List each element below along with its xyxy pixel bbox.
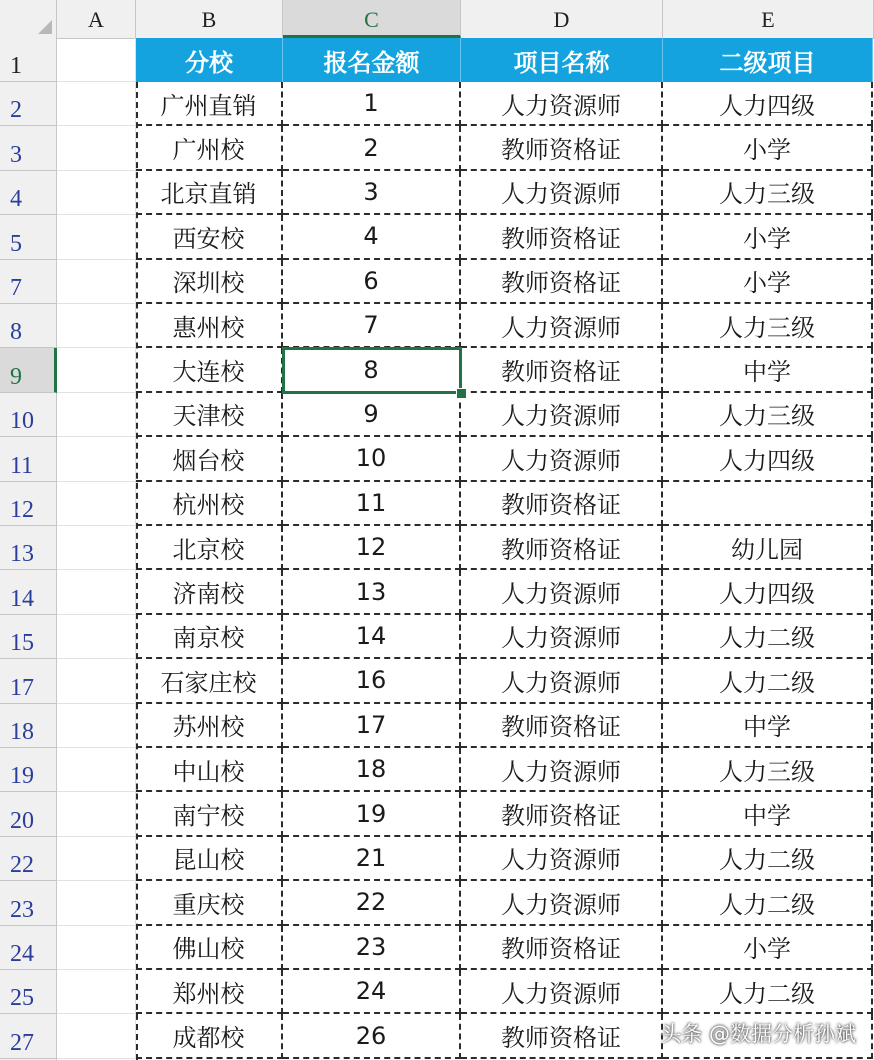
table-cell[interactable]: 中学 <box>663 704 873 748</box>
table-cell[interactable]: 天津校 <box>136 393 283 437</box>
table-cell[interactable]: 教师资格证 <box>461 526 663 570</box>
table-cell[interactable]: 教师资格证 <box>461 215 663 259</box>
table-cell[interactable]: 中学 <box>663 348 873 392</box>
table-cell[interactable]: 重庆校 <box>136 881 283 925</box>
column-header-bar <box>0 0 874 39</box>
table-cell[interactable]: 人力资源师 <box>461 615 663 659</box>
table-cell[interactable]: 16 <box>283 659 461 703</box>
table-cell[interactable]: 人力资源师 <box>461 970 663 1014</box>
table-cell[interactable]: 1 <box>283 82 461 126</box>
row-header-24[interactable]: 24 <box>0 926 57 970</box>
table-row <box>57 704 874 748</box>
row-header-12[interactable]: 12 <box>0 482 57 526</box>
table-cell[interactable]: 教师资格证 <box>461 704 663 748</box>
table-row <box>57 482 874 526</box>
table-cell[interactable]: 人力资源师 <box>461 570 663 614</box>
table-row <box>57 437 874 481</box>
table-row <box>57 837 874 881</box>
table-cell[interactable] <box>663 482 873 526</box>
table-cell[interactable]: 人力四级 <box>663 437 873 481</box>
table-cell[interactable]: 中山校 <box>136 748 283 792</box>
table-cell[interactable]: 21 <box>283 837 461 881</box>
table-cell[interactable]: 石家庄校 <box>136 659 283 703</box>
table-row <box>57 526 874 570</box>
table-cell[interactable]: 教师资格证 <box>461 260 663 304</box>
table-cell[interactable]: 23 <box>283 926 461 970</box>
cell-a[interactable] <box>57 615 136 659</box>
row-header-8[interactable]: 8 <box>0 304 57 348</box>
table-cell[interactable]: 人力资源师 <box>461 171 663 215</box>
table-cell[interactable]: 南宁校 <box>136 792 283 836</box>
table-row <box>57 260 874 304</box>
row-header-19[interactable]: 19 <box>0 748 57 792</box>
row-header-bar <box>0 38 57 1060</box>
table-cell[interactable]: 8 <box>283 348 461 392</box>
row-header-25[interactable]: 25 <box>0 970 57 1014</box>
table-cell[interactable]: 人力二级 <box>663 881 873 925</box>
table-row <box>57 615 874 659</box>
table-cell[interactable]: 12 <box>283 526 461 570</box>
cell-a[interactable] <box>57 704 136 748</box>
cell-a[interactable] <box>57 526 136 570</box>
table-cell[interactable]: 佛山校 <box>136 926 283 970</box>
select-all-corner[interactable] <box>0 0 57 38</box>
row-header-5[interactable]: 5 <box>0 215 57 259</box>
table-cell[interactable]: 教师资格证 <box>461 1014 663 1058</box>
table-row <box>57 393 874 437</box>
cell-a[interactable] <box>57 126 136 170</box>
table-cell[interactable]: 教师资格证 <box>461 792 663 836</box>
row-header-3[interactable]: 3 <box>0 126 57 170</box>
table-cell[interactable]: 教师资格证 <box>461 926 663 970</box>
table-cell[interactable]: 苏州校 <box>136 704 283 748</box>
row-header-27[interactable]: 27 <box>0 1014 57 1058</box>
table-cell[interactable]: 2 <box>283 126 461 170</box>
table-header-row <box>57 38 874 82</box>
cell-a[interactable] <box>57 437 136 481</box>
table-cell[interactable]: 小学 <box>663 260 873 304</box>
header-cell[interactable]: 项目名称 <box>461 38 663 82</box>
table-cell[interactable]: 17 <box>283 704 461 748</box>
table-left-border <box>136 82 138 1060</box>
table-cell[interactable]: 广州直销 <box>136 82 283 126</box>
table-cell[interactable]: 人力资源师 <box>461 304 663 348</box>
cell-a[interactable] <box>57 881 136 925</box>
table-cell[interactable]: 北京直销 <box>136 171 283 215</box>
table-row <box>57 926 874 970</box>
column-header-a[interactable]: A <box>57 0 136 38</box>
table-cell[interactable]: 人力四级 <box>663 82 873 126</box>
row-header-15[interactable]: 15 <box>0 615 57 659</box>
table-cell[interactable]: 人力三级 <box>663 171 873 215</box>
row-header-1[interactable]: 1 <box>0 38 57 82</box>
cell-a[interactable] <box>57 570 136 614</box>
table-cell[interactable]: 小学 <box>663 215 873 259</box>
row-header-9[interactable]: 9 <box>0 348 57 392</box>
table-cell[interactable]: 人力资源师 <box>461 659 663 703</box>
header-cell[interactable]: 二级项目 <box>663 38 873 82</box>
spreadsheet-grid <box>57 38 874 1060</box>
row-header-7[interactable]: 7 <box>0 260 57 304</box>
table-cell[interactable]: 广州校 <box>136 126 283 170</box>
table-cell[interactable]: 成都校 <box>136 1014 283 1058</box>
table-row <box>57 881 874 925</box>
table-cell[interactable]: 中学 <box>663 792 873 836</box>
row-header-18[interactable]: 18 <box>0 704 57 748</box>
table-cell[interactable]: 西安校 <box>136 215 283 259</box>
table-cell[interactable]: 昆山校 <box>136 837 283 881</box>
row-header-22[interactable]: 22 <box>0 837 57 881</box>
table-cell[interactable]: 7 <box>283 304 461 348</box>
table-cell[interactable]: 人力三级 <box>663 304 873 348</box>
table-cell[interactable]: 人力资源师 <box>461 393 663 437</box>
table-cell[interactable]: 惠州校 <box>136 304 283 348</box>
cell-a[interactable] <box>57 38 136 82</box>
table-cell[interactable]: 11 <box>283 482 461 526</box>
cell-a[interactable] <box>57 970 136 1014</box>
table-cell[interactable]: 南京校 <box>136 615 283 659</box>
table-cell[interactable]: 教师资格证 <box>461 482 663 526</box>
column-header-e[interactable]: E <box>663 0 874 38</box>
fill-handle[interactable] <box>456 388 467 399</box>
table-cell[interactable]: 济南校 <box>136 570 283 614</box>
table-row <box>57 215 874 259</box>
cell-a[interactable] <box>57 748 136 792</box>
row-header-4[interactable]: 4 <box>0 171 57 215</box>
row-header-20[interactable]: 20 <box>0 792 57 836</box>
table-cell[interactable]: 人力四级 <box>663 570 873 614</box>
table-row <box>57 126 874 170</box>
row-header-17[interactable]: 17 <box>0 659 57 703</box>
table-row <box>57 171 874 215</box>
cell-a[interactable] <box>57 304 136 348</box>
table-row <box>57 659 874 703</box>
table-cell[interactable]: 人力二级 <box>663 615 873 659</box>
cell-a[interactable] <box>57 260 136 304</box>
table-cell[interactable]: 杭州校 <box>136 482 283 526</box>
cell-a[interactable] <box>57 215 136 259</box>
table-row <box>57 748 874 792</box>
table-cell[interactable]: 19 <box>283 792 461 836</box>
row-header-13[interactable]: 13 <box>0 526 57 570</box>
table-cell[interactable]: 人力资源师 <box>461 748 663 792</box>
table-cell[interactable]: 4 <box>283 215 461 259</box>
cell-a[interactable] <box>57 1014 136 1058</box>
table-cell[interactable]: 14 <box>283 615 461 659</box>
table-cell[interactable]: 人力三级 <box>663 393 873 437</box>
table-cell[interactable]: 22 <box>283 881 461 925</box>
table-cell[interactable]: 小学 <box>663 926 873 970</box>
table-row <box>57 82 874 126</box>
table-cell[interactable]: 人力二级 <box>663 970 873 1014</box>
column-header-c[interactable]: C <box>283 0 461 38</box>
table-cell[interactable]: 10 <box>283 437 461 481</box>
table-cell[interactable]: 人力资源师 <box>461 837 663 881</box>
table-cell[interactable]: 幼儿园 <box>663 526 873 570</box>
table-row <box>57 570 874 614</box>
cell-a[interactable] <box>57 348 136 392</box>
cell-a[interactable] <box>57 482 136 526</box>
table-row <box>57 348 874 392</box>
cell-a[interactable] <box>57 171 136 215</box>
table-cell[interactable]: 大连校 <box>136 348 283 392</box>
row-header-23[interactable]: 23 <box>0 881 57 925</box>
table-cell[interactable]: 北京校 <box>136 526 283 570</box>
table-cell[interactable]: 人力三级 <box>663 748 873 792</box>
table-cell[interactable]: 郑州校 <box>136 970 283 1014</box>
table-cell[interactable]: 26 <box>283 1014 461 1058</box>
table-cell[interactable]: 烟台校 <box>136 437 283 481</box>
cell-a[interactable] <box>57 792 136 836</box>
row-header-11[interactable]: 11 <box>0 437 57 481</box>
table-row <box>57 304 874 348</box>
table-cell[interactable]: 人力二级 <box>663 659 873 703</box>
row-header-2[interactable]: 2 <box>0 82 57 126</box>
cell-a[interactable] <box>57 659 136 703</box>
cell-a[interactable] <box>57 926 136 970</box>
table-cell[interactable]: 小学 <box>663 126 873 170</box>
header-cell[interactable]: 分校 <box>136 38 283 82</box>
row-header-10[interactable]: 10 <box>0 393 57 437</box>
table-cell[interactable]: 18 <box>283 748 461 792</box>
table-cell[interactable]: 教师资格证 <box>461 348 663 392</box>
table-cell[interactable]: 9 <box>283 393 461 437</box>
table-cell[interactable]: 13 <box>283 570 461 614</box>
column-header-b[interactable]: B <box>136 0 283 38</box>
cell-a[interactable] <box>57 82 136 126</box>
cell-a[interactable] <box>57 837 136 881</box>
watermark: 头条 @数据分析孙斌 <box>660 1022 856 1046</box>
table-row <box>57 792 874 836</box>
table-cell[interactable]: 教师资格证 <box>461 126 663 170</box>
row-header-14[interactable]: 14 <box>0 570 57 614</box>
column-header-d[interactable]: D <box>461 0 663 38</box>
table-cell[interactable]: 6 <box>283 260 461 304</box>
table-cell[interactable]: 3 <box>283 171 461 215</box>
table-cell[interactable]: 24 <box>283 970 461 1014</box>
header-cell[interactable]: 报名金额 <box>283 38 461 82</box>
table-cell[interactable]: 人力二级 <box>663 837 873 881</box>
cell-a[interactable] <box>57 393 136 437</box>
table-cell[interactable]: 人力资源师 <box>461 437 663 481</box>
table-cell[interactable]: 人力资源师 <box>461 82 663 126</box>
table-cell[interactable]: 深圳校 <box>136 260 283 304</box>
table-row <box>57 970 874 1014</box>
table-cell[interactable]: 人力资源师 <box>461 881 663 925</box>
